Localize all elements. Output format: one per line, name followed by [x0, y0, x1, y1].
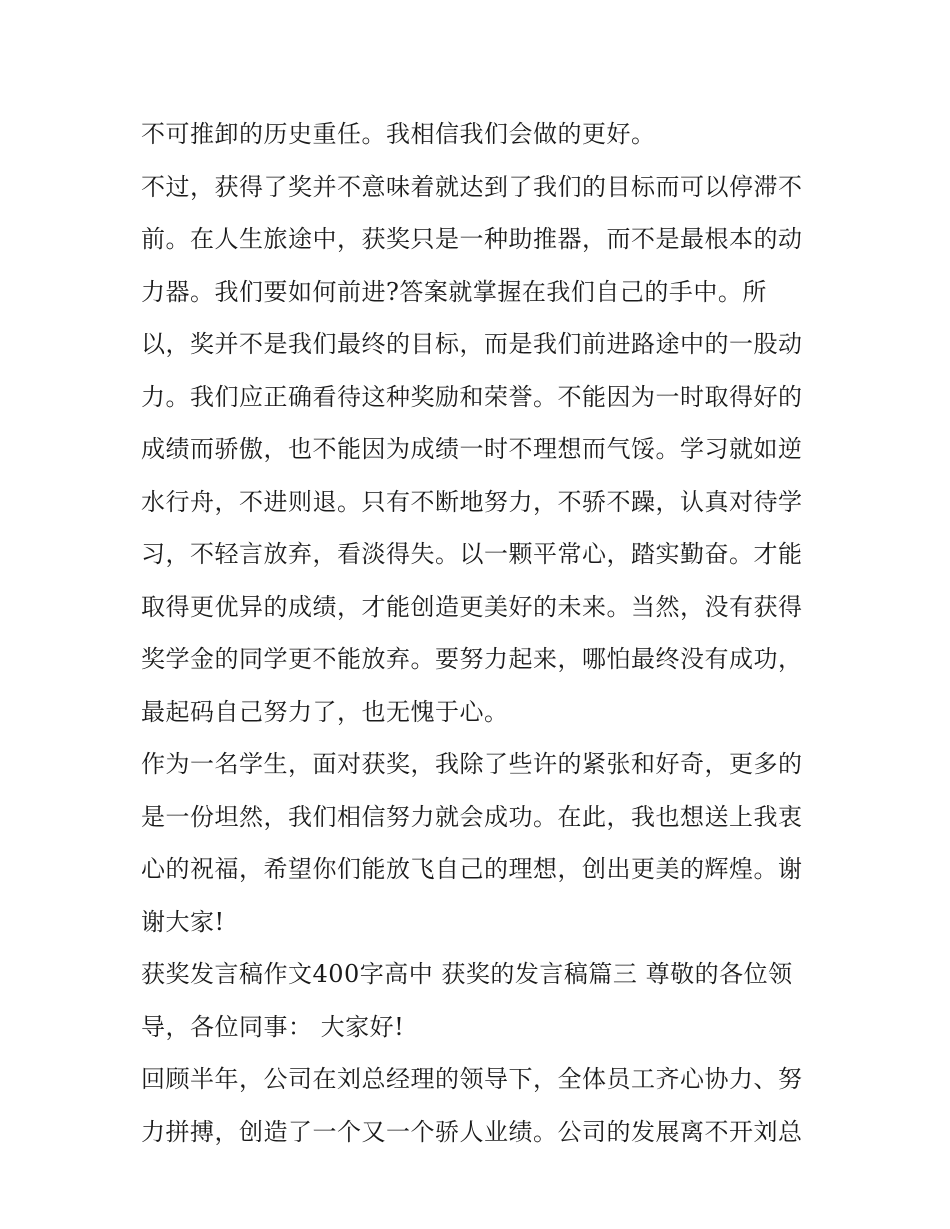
text-line: 力拼搏，创造了一个又一个骄人业绩。公司的发展离不开刘总 [141, 1117, 803, 1146]
text-line: 力器。我们要如何前进?答案就掌握在我们自己的手中。所 [141, 277, 767, 306]
text-line: 不过，获得了奖并不意味着就达到了我们的目标而可以停滞不 [141, 172, 803, 201]
text-line: 水行舟，不进则退。只有不断地努力，不骄不躁，认真对待学 [141, 487, 803, 516]
text-line: 取得更优异的成绩，才能创造更美好的未来。当然，没有获得 [141, 592, 803, 621]
text-line: 作为一名学生，面对获奖，我除了些许的紧张和好奇，更多的 [141, 750, 803, 778]
text-line: 导，各位同事： 大家好! [141, 1012, 405, 1041]
text-line: 最起码自己努力了，也无愧于心。 [141, 697, 509, 726]
text-line: 是一份坦然，我们相信努力就会成功。在此，我也想送上我衷 [141, 802, 803, 831]
text-line: 以，奖并不是我们最终的目标，而是我们前进路途中的一股动 [141, 330, 803, 358]
text-line: 不可推卸的历史重任。我相信我们会做的更好。 [141, 120, 656, 148]
text-line: 力。我们应正确看待这种奖励和荣誉。不能因为一时取得好的 [141, 382, 803, 411]
text-line: 成绩而骄傲，也不能因为成绩一时不理想而气馁。学习就如逆 [141, 435, 803, 463]
text-line: 回顾半年，公司在刘总经理的领导下，全体员工齐心协力、努 [141, 1065, 803, 1093]
text-line: 心的祝福，希望你们能放飞自己的理想，创出更美的辉煌。谢 [141, 855, 803, 883]
document-body [141, 108, 816, 1158]
text-line: 获奖发言稿作文400字高中 获奖的发言稿篇三 尊敬的各位领 [141, 960, 793, 988]
text-line: 前。在人生旅途中，获奖只是一种助推器，而不是最根本的动 [141, 225, 803, 253]
text-line: 习，不轻言放弃，看淡得失。以一颗平常心，踏实勤奋。才能 [141, 540, 803, 568]
text-line: 奖学金的同学更不能放弃。要努力起来，哪怕最终没有成功， [141, 645, 803, 673]
text-line: 谢大家! [141, 907, 225, 936]
